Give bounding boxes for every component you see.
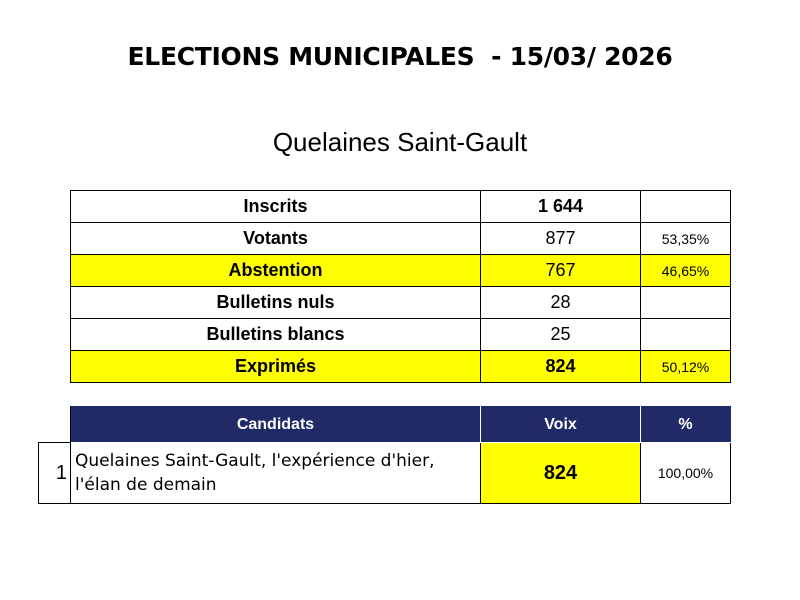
abstention-value: 767: [481, 255, 641, 287]
blancs-label: Bulletins blancs: [71, 319, 481, 351]
table-row-candidate: [39, 443, 731, 504]
table-row-abstention: [71, 255, 731, 287]
candidate-number: 1: [39, 443, 71, 504]
candidate-list-name: [71, 443, 481, 504]
abstention-label: Abstention: [71, 255, 481, 287]
abstention-pct: 46,65%: [641, 255, 731, 287]
exprimes-value: 824: [481, 351, 641, 383]
page-title: ELECTIONS MUNICIPALES - 15/03/ 2026: [127, 42, 673, 71]
nuls-pct: [641, 287, 731, 319]
table-row-inscrits: [71, 191, 731, 223]
candidates-header-row: [39, 407, 731, 443]
table-row-votants: [71, 223, 731, 255]
exprimes-pct: 50,12%: [641, 351, 731, 383]
nuls-label: Bulletins nuls: [71, 287, 481, 319]
candidate-name-line1: Quelaines Saint-Gault, l'expérience d'hier,: [75, 451, 435, 471]
exprimes-label: Exprimés: [71, 351, 481, 383]
header-candidates: Candidats: [71, 407, 481, 443]
candidate-votes: 824: [481, 443, 641, 504]
votants-value: 877: [481, 223, 641, 255]
votants-pct: 53,35%: [641, 223, 731, 255]
candidates-table: [38, 406, 731, 504]
inscrits-pct: [641, 191, 731, 223]
candidate-name-line2: l'élan de demain: [75, 475, 217, 495]
blancs-value: 25: [481, 319, 641, 351]
inscrits-value: 1 644: [481, 191, 641, 223]
header-votes: Voix: [481, 407, 641, 443]
header-percent: %: [641, 407, 731, 443]
votants-label: Votants: [71, 223, 481, 255]
table-row-blancs: [71, 319, 731, 351]
commune-name: Quelaines Saint-Gault: [272, 127, 528, 157]
candidate-percent: 100,00%: [641, 443, 731, 504]
table-row-exprimes: [71, 351, 731, 383]
inscrits-label: Inscrits: [71, 191, 481, 223]
nuls-value: 28: [481, 287, 641, 319]
blancs-pct: [641, 319, 731, 351]
header-blank: [39, 407, 71, 443]
table-row-nuls: [71, 287, 731, 319]
results-table: [70, 190, 731, 383]
